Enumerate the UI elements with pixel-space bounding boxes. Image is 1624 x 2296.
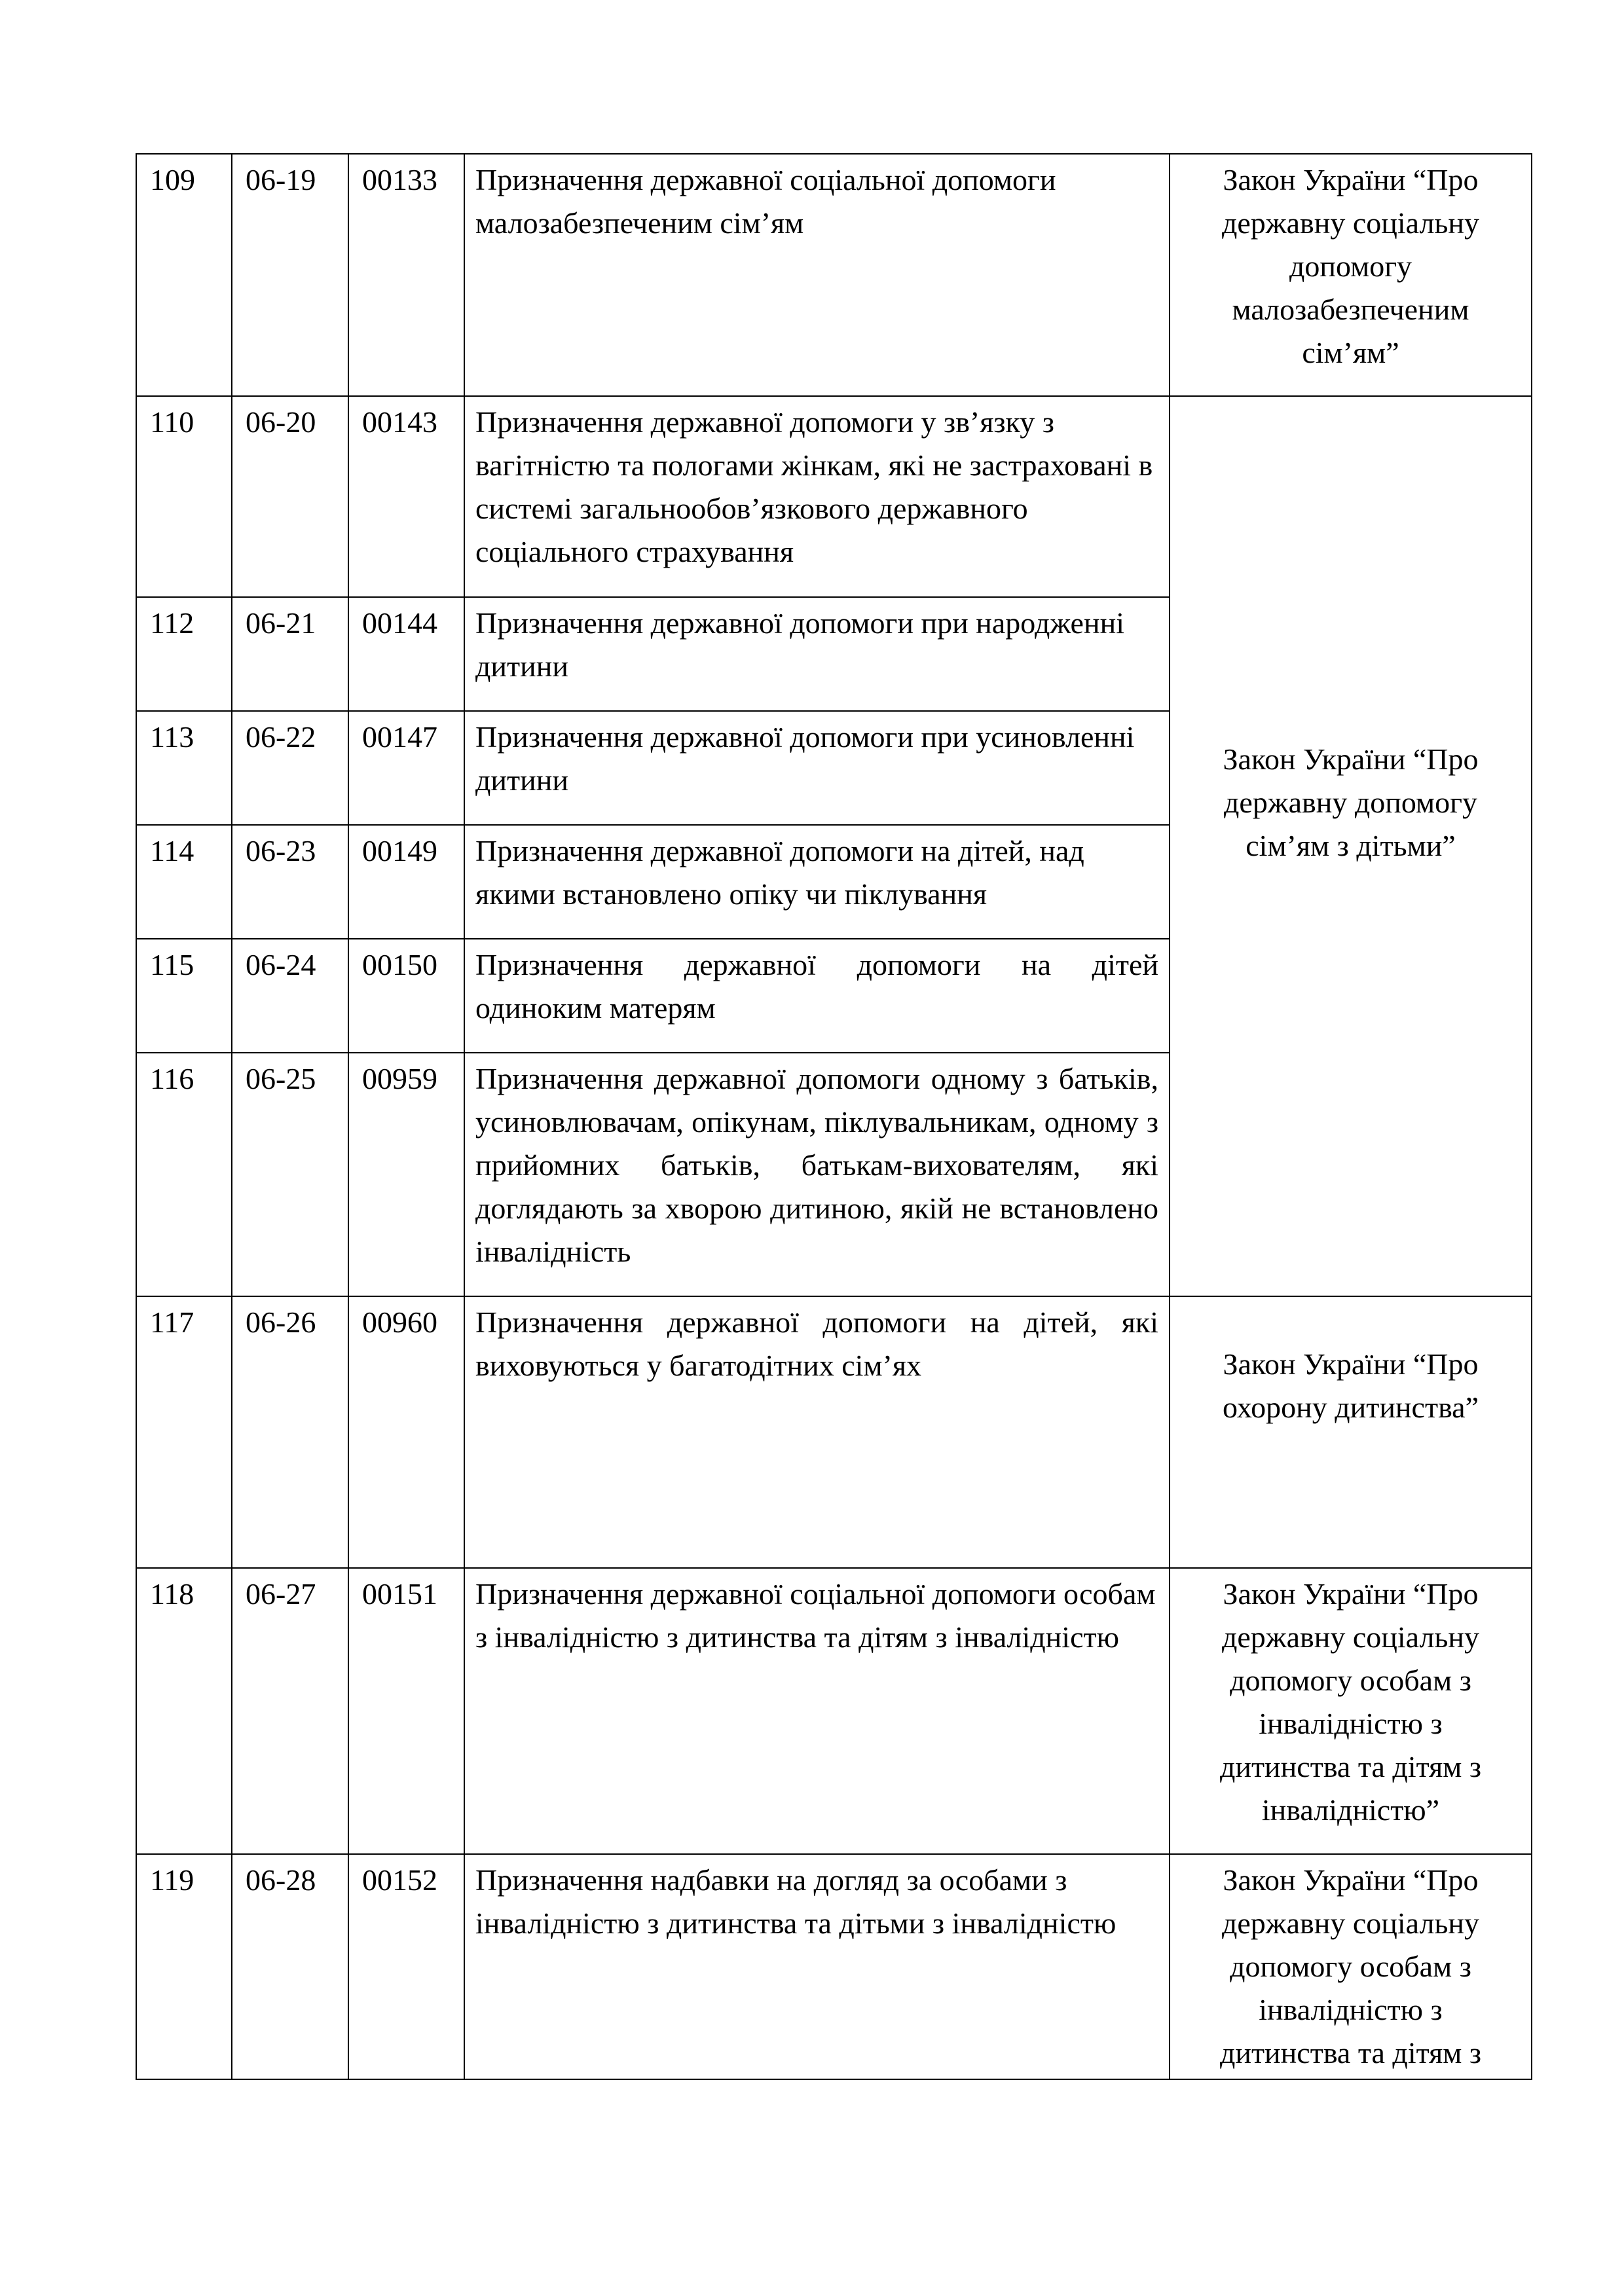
row-code: 06-25 — [232, 1053, 348, 1296]
row-id: 00144 — [348, 597, 464, 711]
row-number: 112 — [136, 597, 232, 711]
table-row — [136, 1854, 1532, 2079]
service-name: Призначення державної допомоги на дітей, над якими встановлено опіку чи піклування — [464, 825, 1170, 939]
row-number: 115 — [136, 939, 232, 1053]
legal-basis: Закон України “Про державну соціальну допомогу особам з інвалідністю з дитинства та дітям з — [1170, 1854, 1532, 2079]
row-code: 06-24 — [232, 939, 348, 1053]
table-row — [136, 396, 1532, 597]
service-name: Призначення державної допомоги на дітей, які виховуються у багатодітних сім’ях — [464, 1296, 1170, 1568]
row-code: 06-28 — [232, 1854, 348, 2079]
row-code: 06-20 — [232, 396, 348, 597]
service-name: Призначення державної допомоги при народженні дитини — [464, 597, 1170, 711]
service-name: Призначення державної допомоги у зв’язку з вагітністю та пологами жінкам, які не застраховані в системі загальнообов’язкового державного соціального страхування — [464, 396, 1170, 597]
row-number: 117 — [136, 1296, 232, 1568]
legal-basis: Закон України “Про державну соціальну допомогу особам з інвалідністю з дитинства та дітям з інвалідністю” — [1170, 1568, 1532, 1854]
table-row — [136, 1568, 1532, 1854]
row-code: 06-23 — [232, 825, 348, 939]
service-name: Призначення надбавки на догляд за особами з інвалідністю з дитинства та дітьми з інвалідністю — [464, 1854, 1170, 2079]
service-name: Призначення державної соціальної допомоги малозабезпеченим сім’ям — [464, 154, 1170, 396]
row-number: 118 — [136, 1568, 232, 1854]
row-id: 00151 — [348, 1568, 464, 1854]
services-table — [136, 153, 1532, 2080]
row-number: 113 — [136, 711, 232, 825]
table-row — [136, 154, 1532, 396]
service-name: Призначення державної допомоги на дітей одиноким матерям — [464, 939, 1170, 1053]
service-name: Призначення державної допомоги при усиновленні дитини — [464, 711, 1170, 825]
row-number: 110 — [136, 396, 232, 597]
legal-basis: Закон України “Про державну соціальну допомогу малозабезпеченим сім’ям” — [1170, 154, 1532, 396]
service-name: Призначення державної допомоги одному з батьків, усиновлювачам, опікунам, піклувальникам, одному з прийомних батьків, батькам-вихователям, які доглядають за хворою дитиною, якій не встановлено інвалідність — [464, 1053, 1170, 1296]
table-row — [136, 1296, 1532, 1568]
row-number: 114 — [136, 825, 232, 939]
row-code: 06-22 — [232, 711, 348, 825]
legal-basis: Закон України “Про охорону дитинства” — [1170, 1296, 1532, 1568]
row-code: 06-19 — [232, 154, 348, 396]
row-code: 06-26 — [232, 1296, 348, 1568]
row-number: 119 — [136, 1854, 232, 2079]
service-name: Призначення державної соціальної допомоги особам з інвалідністю з дитинства та дітям з інвалідністю — [464, 1568, 1170, 1854]
legal-basis: Закон України “Про державну допомогу сім’ям з дітьми” — [1170, 396, 1532, 1296]
row-id: 00143 — [348, 396, 464, 597]
row-id: 00150 — [348, 939, 464, 1053]
row-number: 116 — [136, 1053, 232, 1296]
row-id: 00133 — [348, 154, 464, 396]
row-id: 00152 — [348, 1854, 464, 2079]
row-id: 00147 — [348, 711, 464, 825]
row-id: 00959 — [348, 1053, 464, 1296]
row-code: 06-27 — [232, 1568, 348, 1854]
row-id: 00149 — [348, 825, 464, 939]
row-code: 06-21 — [232, 597, 348, 711]
row-id: 00960 — [348, 1296, 464, 1568]
row-number: 109 — [136, 154, 232, 396]
